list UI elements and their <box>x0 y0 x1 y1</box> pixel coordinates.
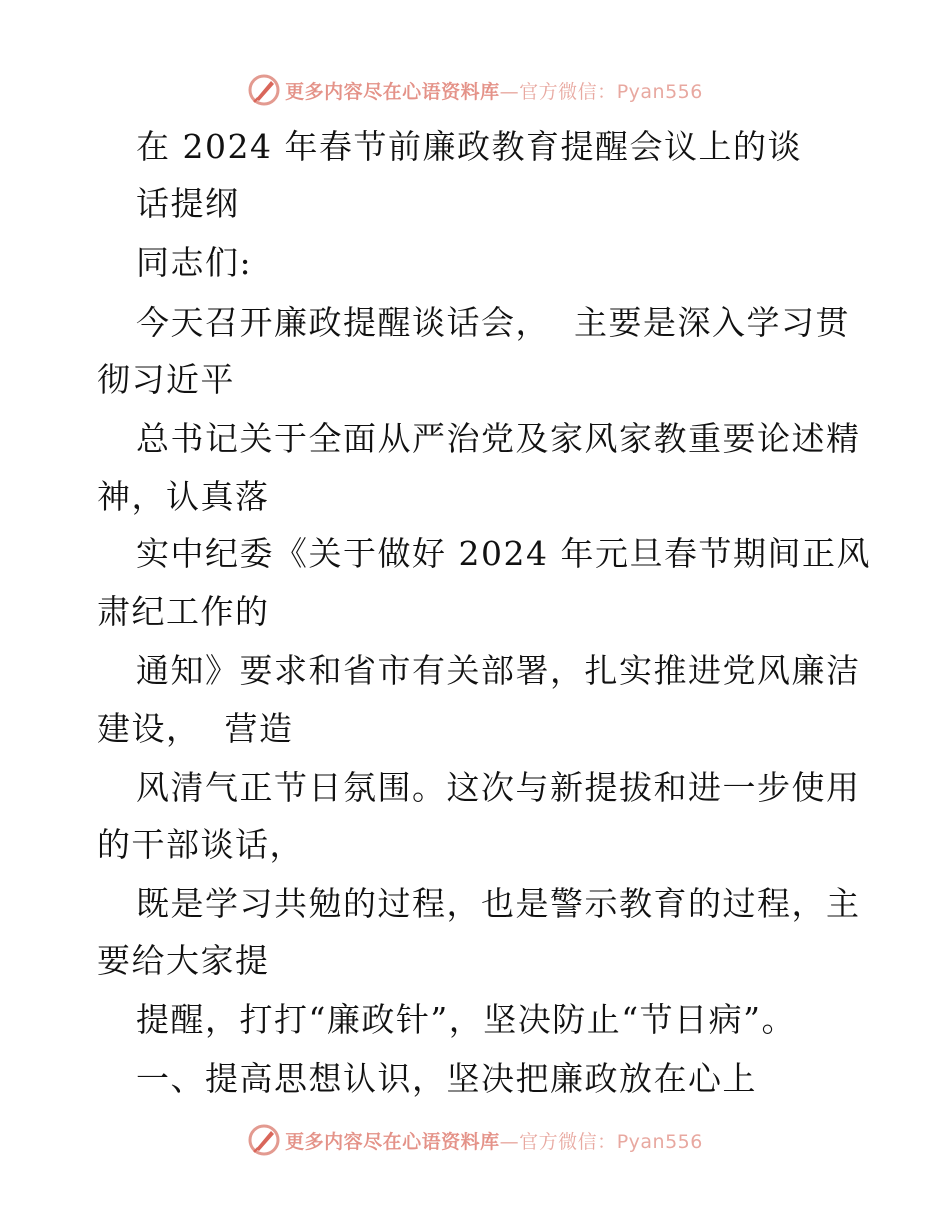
paragraph-line: 的干部谈话， <box>97 825 304 864</box>
paragraph-line: 实中纪委《关于做好 2024 年元旦春节期间正风 <box>136 534 871 573</box>
watermark-banner-bottom <box>0 1120 950 1160</box>
watermark-text <box>285 77 703 104</box>
watermark-wechat: Pyan556 <box>616 1130 703 1153</box>
watermark-dash: — <box>499 80 520 103</box>
watermark-brand: 更多内容尽在心语资料库 <box>285 1130 500 1153</box>
paragraph-line: 今天召开廉政提醒谈话会， 主要是深入学习贯 <box>136 303 850 342</box>
paragraph-line: 既是学习共勉的过程，也是警示教育的过程，主 <box>136 884 861 923</box>
watermark-text <box>285 1127 703 1154</box>
paragraph-line: 肃纪工作的 <box>97 592 270 631</box>
paragraph-line: 建设， 营造 <box>97 709 294 748</box>
document-title-line-2: 话提纲 <box>136 184 240 223</box>
section-heading: 一、提高思想认识，坚决把廉政放在心上 <box>136 1059 757 1098</box>
paragraph-line: 要给大家提 <box>97 941 270 980</box>
paragraph-line: 通知》要求和省市有关部署，扎实推进党风廉洁 <box>136 651 861 690</box>
watermark-banner-top <box>0 70 950 110</box>
paragraph-line: 彻习近平 <box>97 360 235 399</box>
quill-logo-icon <box>247 1123 281 1157</box>
watermark-official: 官方微信： <box>519 80 617 103</box>
paragraph-line: 神，认真落 <box>97 477 270 516</box>
watermark-brand: 更多内容尽在心语资料库 <box>285 80 500 103</box>
document-title-line-1: 在 2024 年春节前廉政教育提醒会议上的谈 <box>136 127 802 166</box>
paragraph-line: 风清气正节日氛围。这次与新提拔和进一步使用 <box>136 768 861 807</box>
salutation: 同志们: <box>136 243 253 282</box>
paragraph-line: 总书记关于全面从严治党及家风家教重要论述精 <box>136 419 861 458</box>
watermark-official: 官方微信： <box>519 1130 617 1153</box>
paragraph-line: 提醒，打打“廉政针”，坚决防止“节日病”。 <box>136 1000 796 1039</box>
watermark-dash: — <box>499 1130 520 1153</box>
watermark-wechat: Pyan556 <box>616 80 703 103</box>
quill-logo-icon <box>247 73 281 107</box>
